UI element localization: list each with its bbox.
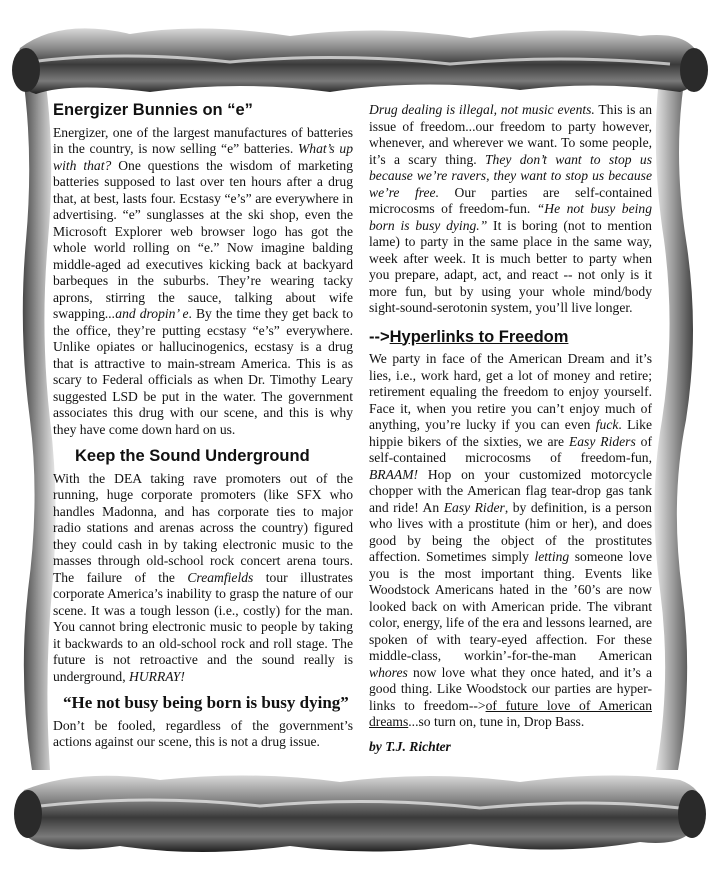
italic-run: They don’t want to stop us because we’re ravers, they want to stop us because we’re free. xyxy=(369,151,652,200)
italic-run: Easy Rider xyxy=(443,499,505,515)
article-body-busy-dying-continued xyxy=(369,102,652,317)
article-heading-hyperlinks xyxy=(369,329,652,346)
article-heading-energizer: Energizer Bunnies on “e” xyxy=(53,101,253,119)
italic-run: letting xyxy=(534,549,570,564)
text-run: Energizer, one of the largest manufactures of batteries in the country, is now selling “e” batteries. xyxy=(53,124,353,156)
italic-run: whores xyxy=(369,664,408,680)
article-body-sound-underground xyxy=(53,471,353,686)
text-run: With the DEA taking rave promoters out of the running, huge corporate promoters (like SFX who handles Madonna, and has corporate ties to major radio stations and arenas across the country) figured they could cash in by taking electronic music to the masses through old-school rock concert arena tours. The failure of the xyxy=(53,470,353,585)
text-run: someone love you is the most important thing. Events like Woodstock Americans hated in the ’60’s are now looked back on with American pride. The vibrant color, energy, life of the era and lessons learned, are spoken of with teary-eyed affection. For these middle-class, workin’-for-the-man American xyxy=(369,549,652,663)
text-run: , by definition, is a person who lives with a prostitute (him or her), and does good by being the object of the prostitutes affection. Sometimes simply xyxy=(369,499,652,564)
text-run: ...so turn on, tune in, Drop Bass. xyxy=(408,714,585,729)
right-column xyxy=(369,102,652,755)
article-heading-sound-underground: Keep the Sound Underground xyxy=(75,447,310,465)
italic-run: “He not busy being born is busy dying.” xyxy=(369,201,652,233)
text-run: now love what they once hated, and it’s a good thing. Like Woodstock our parties are hyper-links to freedom--> xyxy=(369,664,652,713)
text-run: It is boring (not to mention lame) to party in the same place in the same way, week after week. It is much better to party when you prepare, adapt, act, and react -- not only is it more fun, but by using your whole mind/body sight-sound-serotonin system, you’ll live longer. xyxy=(369,217,652,315)
italic-run: BRAAM! xyxy=(369,466,419,482)
text-run: . Like hippie bikers of the sixties, we are xyxy=(369,417,652,449)
author-byline: by T.J. Richter xyxy=(369,738,451,754)
text-run: of self-contained microcosms of freedom-fun, xyxy=(369,433,652,465)
text-run: Don’t be fooled, regardless of the government’s actions against our scene, this is not a drug issue. xyxy=(53,717,353,749)
text-run: . By the time they get back to the office, they’re putting ecstasy “e’s” everywhere. Unlike opiates or hallucinogenics, ecstasy is a drug that is attractive to main-stream America. This is as scary to Federal officials as when Dr. Timothy Leary suggested LSD be put in the water. The government associates this drug with our scene, and this is why they have come down hard on us. xyxy=(53,306,353,437)
article-heading-busy-dying: “He not busy being born is busy dying” xyxy=(63,693,349,712)
text-run: Hop on your customized motorcycle chopper with the American flag tear-drop gas tank and ride! An xyxy=(369,466,652,515)
italic-run: Creamfields xyxy=(187,569,254,585)
italic-run: fuck xyxy=(595,417,619,432)
text-run: We party in face of the American Dream and it’s lies, i.e., work hard, get a lot of money and retire; retirement equaling the freedom to enjoy yourself. Face it, when you retire you can’t enjoy much of anything, you’re lucky if you can even xyxy=(369,351,652,432)
text-run: Our parties are self-contained microcosms of freedom-fun. xyxy=(369,184,653,216)
italic-run: ...and dropin’ e xyxy=(105,306,189,321)
underlined-run: of future love of American dreams xyxy=(369,697,652,729)
heading-link-text: Hyperlinks to Freedom xyxy=(389,327,569,346)
italic-run: What’s up with that? xyxy=(53,141,353,173)
heading-arrow: --> xyxy=(369,327,390,346)
article-body-hyperlinks xyxy=(369,351,652,731)
italic-run: Drug dealing is illegal, not music events. xyxy=(369,102,595,117)
article-body-energizer xyxy=(53,125,353,439)
left-column xyxy=(53,102,353,751)
italic-run: Easy Riders xyxy=(568,433,636,449)
text-run: tour illustrates corporate America’s inability to grasp the nature of our scene. It was a tough lesson (i.e., costly) for the man. You cannot bring electronic music to people by taking it backwards to an old-school rock and roll stage. The future is not retroactive and the sound really is underground, xyxy=(53,569,353,684)
text-run: One questions the wisdom of marketing batteries supposed to last over ten hours after a drug that, at best, lasts four. Ecstasy “e’s” are everywhere in advertising. “e” sunglasses at the ski shop, even the Microsoft Explorer web browser logo has got the whole world rolling on “e.” Now imagine balding middle-aged ad executives kicking back at backyard barbeques in the suburbs. They’re wearing tacky aprons, stirring the sauce, talking about wife swapping xyxy=(53,157,353,321)
article-body-busy-dying xyxy=(53,718,353,751)
text-run: This is an issue of freedom...our freedom to party however, whenever, and wherever we want. To some people, it’s a scary thing. xyxy=(369,102,652,167)
italic-run: HURRAY! xyxy=(129,668,185,684)
